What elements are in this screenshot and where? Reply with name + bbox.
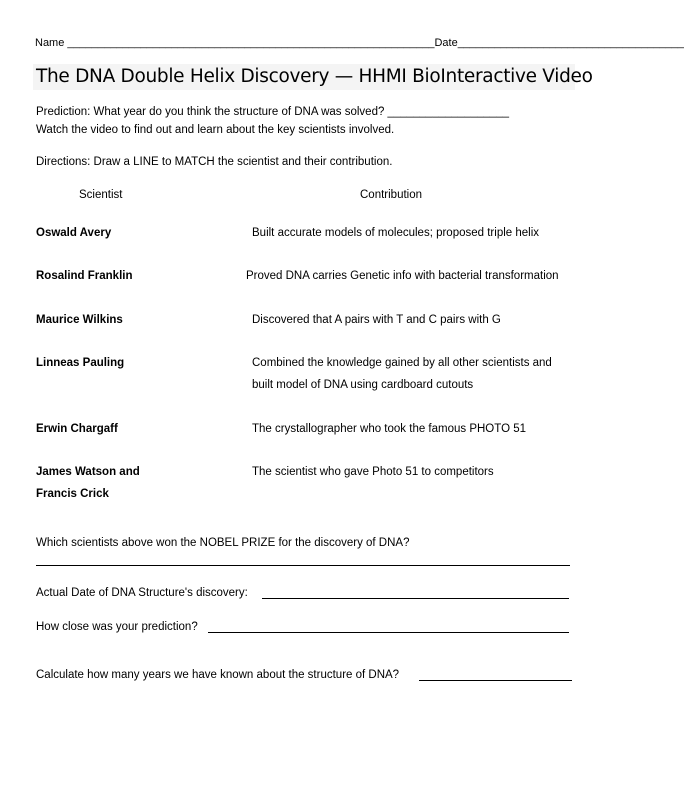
scientist-column-header: Scientist [79, 189, 123, 201]
directions-text: Directions: Draw a LINE to MATCH the scientist and their contribution. [36, 156, 393, 168]
how-close-question: How close was your prediction? [36, 621, 198, 633]
calculate-answer-line[interactable] [419, 680, 572, 681]
actual-date-answer-line[interactable] [262, 598, 569, 599]
scientist-name: Francis Crick [36, 488, 109, 500]
contribution-column-header: Contribution [360, 189, 423, 201]
contribution-text: Discovered that A pairs with T and C pairs with G [252, 314, 501, 326]
contribution-text: Proved DNA carries Genetic info with bacterial transformation [246, 270, 559, 282]
contribution-text: The crystallographer who took the famous PHOTO 51 [252, 423, 527, 435]
prediction-question: Prediction: What year do you think the structure of DNA was solved? ___________________ [36, 106, 510, 118]
how-close-answer-line[interactable] [208, 632, 569, 633]
nobel-answer-line[interactable] [36, 565, 570, 566]
scientist-name: Oswald Avery [36, 227, 112, 239]
page-title: The DNA Double Helix Discovery — HHMI BioInteractive Video [36, 66, 593, 87]
nobel-question: Which scientists above won the NOBEL PRIZE for the discovery of DNA? [36, 537, 410, 549]
scientist-name: Rosalind Franklin [36, 270, 133, 282]
scientist-name: James Watson and [36, 466, 140, 478]
contribution-text: built model of DNA using cardboard cutouts [252, 379, 474, 391]
name-date-line: Name ____________________________________________________________Date_____________________________________ [35, 37, 684, 49]
actual-date-question: Actual Date of DNA Structure's discovery: [36, 587, 248, 599]
contribution-text: The scientist who gave Photo 51 to competitors [252, 466, 494, 478]
calculate-question: Calculate how many years we have known about the structure of DNA? [36, 669, 400, 681]
contribution-text: Built accurate models of molecules; proposed triple helix [252, 227, 540, 239]
prediction-instruction: Watch the video to find out and learn about the key scientists involved. [36, 124, 395, 136]
scientist-name: Linneas Pauling [36, 357, 125, 369]
scientist-name: Erwin Chargaff [36, 423, 118, 435]
contribution-text: Combined the knowledge gained by all other scientists and [252, 357, 552, 369]
scientist-name: Maurice Wilkins [36, 314, 123, 326]
